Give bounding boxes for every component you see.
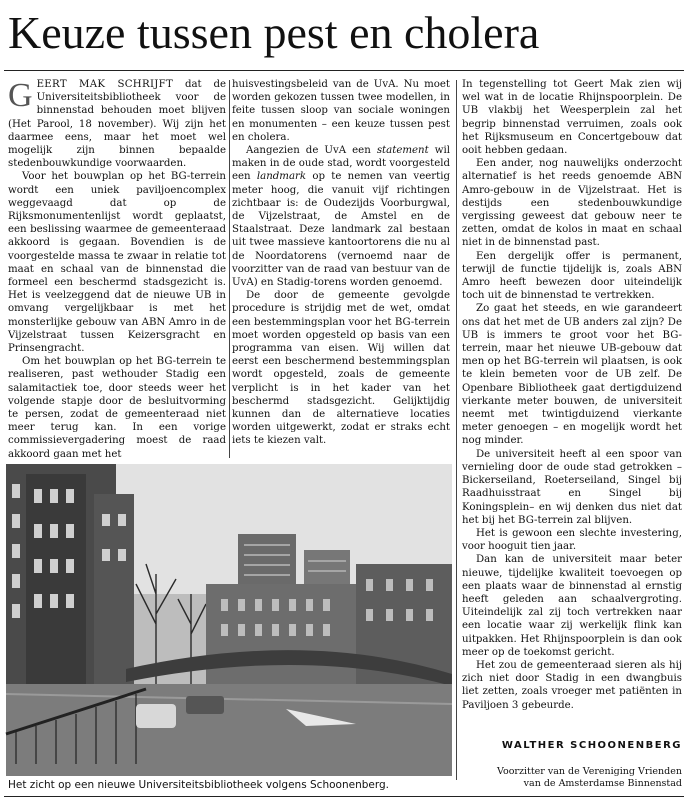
photo-caption: Het zicht op een nieuwe Universiteitsbibliotheek volgens Schoonenberg. xyxy=(8,779,389,791)
paragraph: De door de gemeente gevolgde procedure is strijdig met de wet, omdat een bestemmingsplan voor het BG-terrein moet worden opgesteld op basis van een programma van eisen. Wij willen dat eerst een beschermend bestemmingsplan wordt opgesteld, zoals de gemeente verplicht is in het kader van het beschermd stadsgezicht. Gelijktijdig kunnen dan de alternatieve locaties worden uitgewerkt, zodat er straks echt iets te kiezen valt. xyxy=(232,290,450,447)
canal-photo xyxy=(6,464,452,776)
headline: Keuze tussen pest en cholera xyxy=(8,7,540,58)
author-byline: WALTHER SCHOONENBERG xyxy=(501,740,682,751)
paragraph xyxy=(232,144,450,289)
canal-photo-illustration xyxy=(6,464,452,776)
emphasis: landmark xyxy=(256,171,307,183)
paragraph-text: op te nemen van veertig meter hoog, die vanuit vijf richtingen zichtbaar is: de Oudezijds Voorburgwal, de Vijzelstraat, de Amstel en de Staalstraat. Deze landmark zal bestaan uit twee massieve kantoortorens die nu al de Noordatorens (vernoemd naar de voorzitter van de raad van bestuur van de UvA) en Stadig-torens worden genoemd. xyxy=(232,171,450,289)
affiliation-line: van de Amsterdamse Binnenstad xyxy=(523,778,682,789)
affiliation-line: Voorzitter van de Vereniging Vrienden xyxy=(497,766,682,777)
paragraph: Dan kan de universiteit maar beter nieuwe, tijdelijke kwaliteit toevoegen op een plaats waar de binnenstad al ernstig heeft geleden aan schaalvergroting. Uiteindelijk zal zij toch vertrekken naar een locatie waar zij werkelijk flink kan uitpakken. Het Rhijnspoorplein is dan ook meer op de toekomst gericht. xyxy=(462,554,682,658)
paragraph: Voor het bouwplan op het BG-terrein wordt een uniek paviljoencomplex weggevaagd dat op de Rijksmonumentenlijst wordt geplaatst, een beslissing waarmee de gemeenteraad akkoord is gegaan. Bovendien is de voorgestelde massa te zwaar in relatie tot maat en schaal van de binnenstad die formeel een beschermd stadsgezicht is. Het is veelzeggend dat de nieuwe UB in omvang vergelijkbaar is met het monsterlijke gebouw van ABN Amro in de Vijzelstraat tussen Keizersgracht en Prinsengracht. xyxy=(8,171,226,355)
emphasis: statement xyxy=(376,145,429,157)
paragraph-text: wil maken in de oude stad, wordt voorgesteld een xyxy=(232,145,450,183)
paragraph: Een ander, nog nauwelijks onderzocht alternatief is het reeds genoemde ABN Amro-gebouw in de Vijzelstraat. Het is destijds een stedenbouwkundige vergissing geweest dat gebouw neer te zetten, omdat de kolos in maat en schaal niet in de binnenstad past. xyxy=(462,158,682,249)
paragraph: In tegenstelling tot Geert Mak zien wij wel wat in de locatie Rhijnspoorplein. De UB vlakbij het Weesperplein zal het begrip binnenstad verruimen, zoals ook het Rijksmuseum en Concertgebouw dat ooit hebben gedaan. xyxy=(462,79,682,157)
lead-in: EERT MAK SCHRIJFT xyxy=(36,79,174,90)
paragraph: huisvestingsbeleid van de UvA. Nu moet worden gekozen tussen twee modellen, in feite tussen sloop van sociale woningen en monumenten – een keuze tussen pest en cholera. xyxy=(232,79,450,143)
paragraph: Het is gewoon een slechte investering, voor hooguit tien jaar. xyxy=(462,527,682,553)
article-column-1 xyxy=(8,77,226,460)
bottom-rule xyxy=(4,796,684,797)
paragraph: Zo gaat het steeds, en wie garandeert ons dat het met de UB anders zal zijn? De UB is immers te groot voor het BG-terrein, maar het nieuwe UB-gebouw dat men op het BG-terrein wil plaatsen, is ook te klein bemeten voor de UB zelf. De Openbare Bibliotheek gaat dertigduizend vierkante meter bouwen, de universiteit neemt met twintigduizend vierkante meter genoegen – en mogelijk wordt het nog minder. xyxy=(462,303,682,447)
article-column-2 xyxy=(232,78,450,462)
column-divider xyxy=(456,80,457,780)
paragraph-text: dat de Universiteitsbibliotheek voor de binnenstad behouden moet blijven (Het Parool, 18 november). Wij zijn het daarmee eens, maar het moet wel mogelijk zijn binnen bepaalde stedenbouwkundige voorwaarden. xyxy=(8,79,226,170)
paragraph-text: Aangezien de UvA een xyxy=(246,145,377,157)
paragraph: Het zou de gemeenteraad sieren als hij zich niet door Stadig in een dwangbuis liet zetten, zoals vroeger met patiënten in Paviljoen 3 gebeurde. xyxy=(462,659,682,711)
drop-cap: G xyxy=(8,77,33,114)
column-divider xyxy=(229,80,230,458)
article-column-3 xyxy=(462,78,682,728)
paragraph: Een dergelijk offer is permanent, terwijl de functie tijdelijk is, zoals ABN Amro heeft bewezen door uiteindelijk toch uit de binnenstad te vertrekken. xyxy=(462,250,682,302)
author-affiliation xyxy=(462,766,682,790)
paragraph: De universiteit heeft al een spoor van vernieling door de oude stad getrokken –Bickerseiland, Roeterseiland, Singel bij Raadhuisstraat en Singel bij Koningsplein– en wij denken dus niet dat het bij het BG-terrein zal blijven. xyxy=(462,448,682,526)
paragraph: Om het bouwplan op het BG-terrein te realiseren, past wethouder Stadig een salamitactiek toe, door steeds weer het volgende stapje door de besluitvorming te persen, zodat de gemeenteraad niet meer terug kan. In een vorige commissievergadering moest de raad akkoord gaan met het xyxy=(8,356,226,460)
paragraph xyxy=(8,78,226,170)
top-rule xyxy=(4,70,684,71)
